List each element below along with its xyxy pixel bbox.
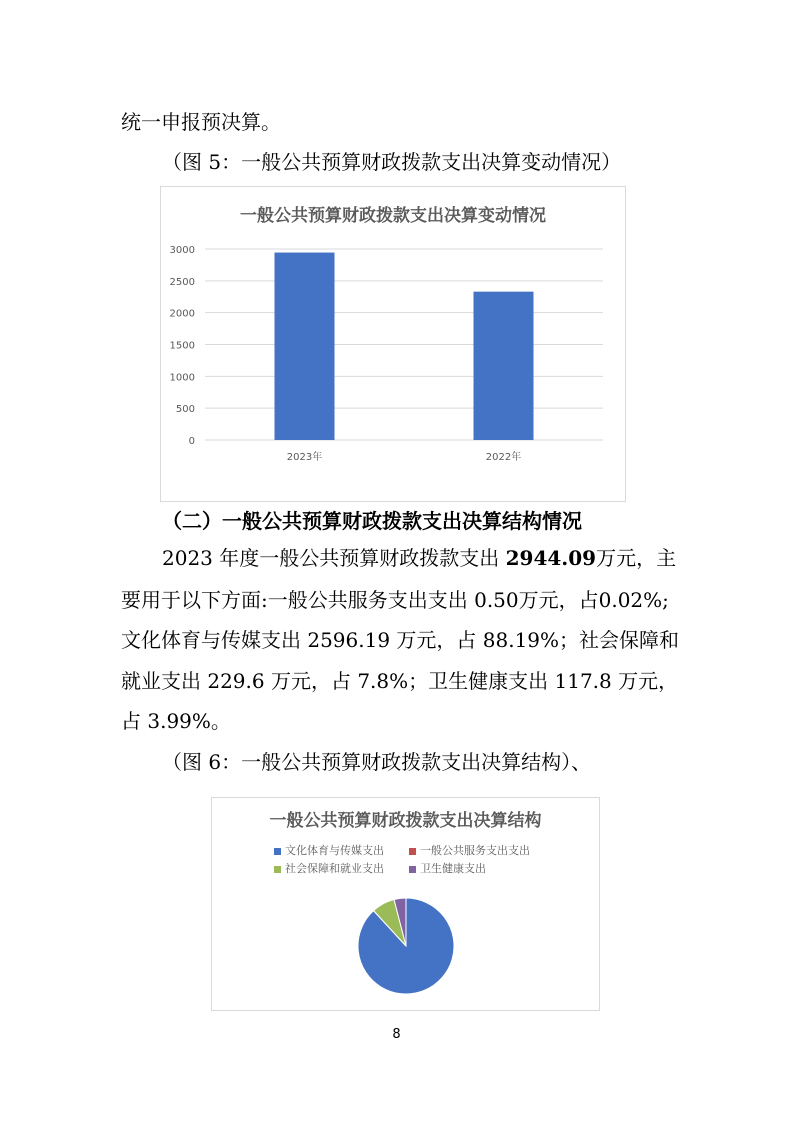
legend-label: 社会保障和就业支出 [285,862,384,875]
body-line-1 [162,546,676,570]
body-line-1-start: 2023 年度一般公共预算财政拨款支出 [162,546,506,570]
bar [275,253,335,440]
y-tick-label: 500 [175,404,195,416]
total-expenditure-value: 2944.09 [505,546,597,570]
legend-label: 一般公共服务支出支出 [420,844,530,857]
body-line-4: 就业支出 229.6 万元，占 7.8%；卫生健康支出 117.8 万元， [121,669,679,693]
body-line-3: 文化体育与传媒支出 2596.19 万元，占 88.19%；社会保障和 [121,628,680,652]
y-tick-label: 2000 [169,308,195,320]
body-line-5: 占 3.99%。 [121,709,231,733]
x-tick-label: 2022年 [485,452,522,463]
body-line-2: 要用于以下方面:一般公共服务支出支出 0.50万元，占0.02%; [121,588,669,612]
pie-chart-title: 一般公共预算财政拨款支出决算结构 [269,811,542,831]
intro-tail-text: 统一申报预决算。 [121,110,281,134]
y-tick-label: 0 [188,436,195,447]
y-tick-label: 1000 [169,372,195,384]
legend-label: 文化体育与传媒支出 [285,844,384,857]
x-tick-label: 2023年 [286,452,323,463]
y-tick-label: 3000 [169,245,195,256]
y-tick-label: 1500 [169,340,195,352]
bar-chart [161,187,625,501]
legend-label: 卫生健康支出 [420,862,486,875]
figure-5-caption: （图 5：一般公共预算财政拨款支出决算变动情况） [162,150,622,174]
bar-chart-title: 一般公共预算财政拨款支出决算变动情况 [240,206,546,226]
body-line-1-end: 万元，主 [596,546,677,570]
pie-chart-container [211,797,600,1011]
bar [474,292,534,440]
pie-chart [212,798,599,1010]
y-tick-label: 2500 [169,276,195,288]
bar-chart-container [160,186,626,502]
figure-6-caption: （图 6：一般公共预算财政拨款支出决算结构）、 [162,750,592,774]
section-heading: （二）一般公共预算财政拨款支出决算结构情况 [162,509,582,533]
page-number: 8 [392,1027,401,1042]
